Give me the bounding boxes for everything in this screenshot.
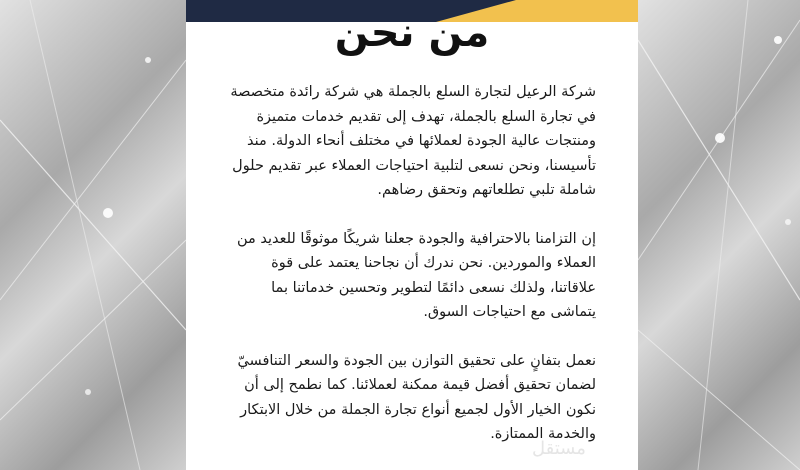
paragraph-commitment: إن التزامنا بالاحترافية والجودة جعلنا شريكًا موثوقًا للعديد من العملاء والموردين. نحن ندرك أن نجاحنا يعتمد على قوة علاقاتنا، ولذلك نسعى دائمًا لتطوير وتحسين خدماتنا بما يتماشى مع احتياجات السوق. [236, 230, 596, 320]
background-light-streaks [0, 0, 186, 470]
about-text [228, 80, 596, 470]
watermark-text: مستقل [532, 438, 586, 459]
background-right-panel [638, 0, 800, 470]
paragraph-intro: شركة الرعيل لتجارة السلع بالجملة هي شركة رائدة متخصصة في تجارة السلع بالجملة، تهدف إلى تقديم خدمات متميزة ومنتجات عالية الجودة لعملائها في مختلف أنحاء الدولة. منذ تأسيسنا، ونحن نسعى لتلبية احتياجات العملاء عبر تقديم حلول شاملة تلبي تطلعاتهم وتحقق رضاهم. [230, 84, 596, 198]
background-light-streaks-right [638, 0, 800, 470]
page-title: من نحن [334, 10, 490, 56]
background-left-panel [0, 0, 186, 470]
paragraph-mission: نعمل بتفانٍ على تحقيق التوازن بين الجودة والسعر التنافسيّ لضمان تحقيق أفضل قيمة ممكنة لعملائنا. كما نطمح إلى أن نكون الخيار الأول لجميع أنواع تجارة الجملة من خلال الابتكار والخدمة الممتازة. [237, 352, 596, 442]
about-card [186, 0, 638, 470]
